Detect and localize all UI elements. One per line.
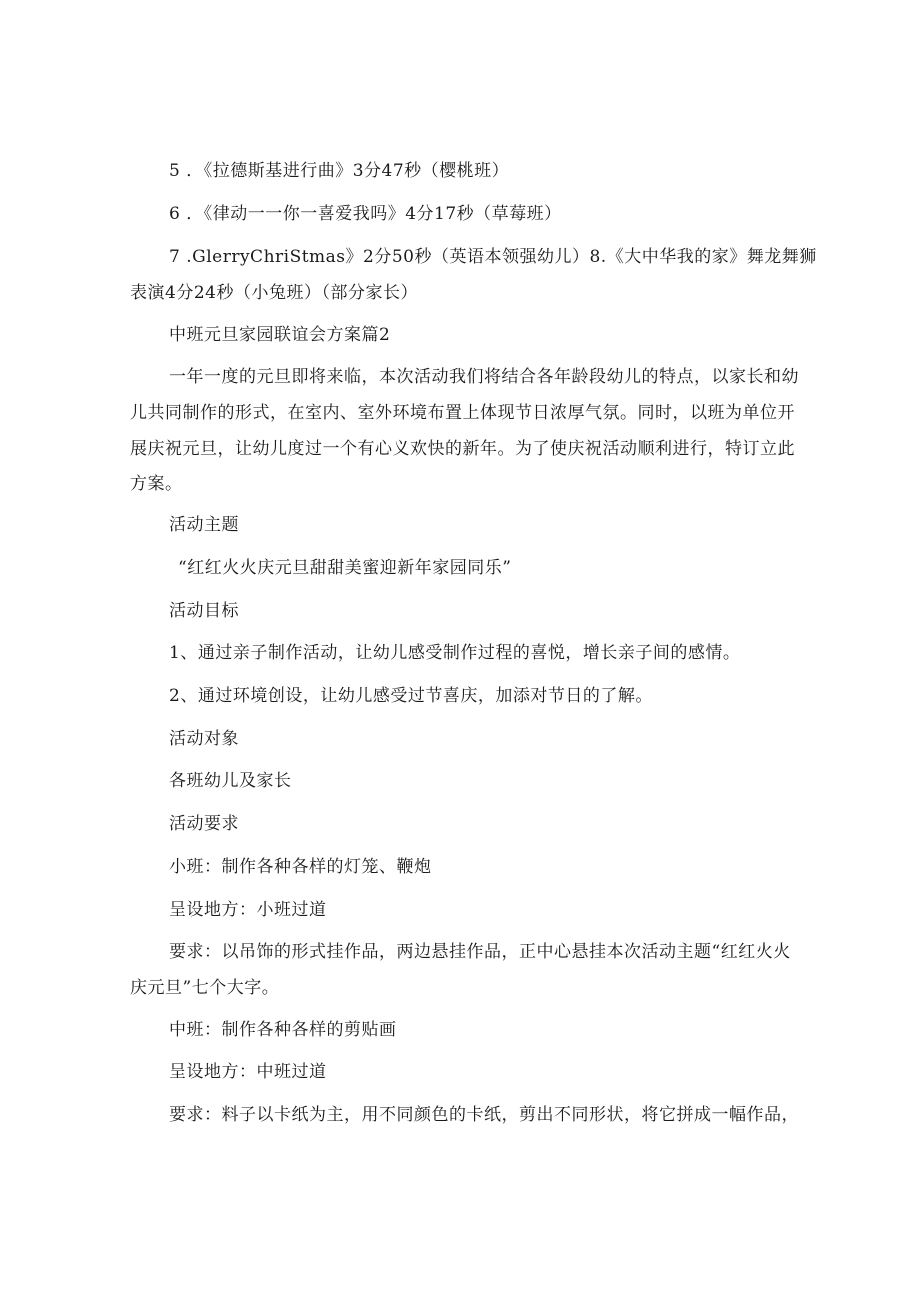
intro-line-1: 一年一度的元旦即将来临，本次活动我们将结合各年龄段幼儿的特点，以家长和幼 <box>169 367 799 387</box>
target-text: 各班幼儿及家长 <box>169 771 292 791</box>
intro-line-4: 方案。 <box>130 474 183 494</box>
small-class-requirement-line-2: 庆元旦”七个大字。 <box>130 978 280 998</box>
middle-class-task: 中班：制作各种各样的剪贴画 <box>169 1020 397 1040</box>
program-item-5: 5 ．《拉德斯基进行曲》3分47秒（樱桃班） <box>169 161 510 181</box>
middle-class-place: 呈设地方：中班过道 <box>169 1062 327 1082</box>
program-item-8-continued: 表演4分24秒（小兔班）（部分家长） <box>130 283 418 303</box>
goal-1: 1、通过亲子制作活动，让幼儿感受制作过程的喜悦，增长亲子间的感情。 <box>169 643 741 663</box>
intro-line-3: 展庆祝元旦，让幼儿度过一个有心义欢快的新年。为了使庆祝活动顺利进行，特订立此 <box>130 439 795 459</box>
intro-line-2: 儿共同制作的形式，在室内、室外环境布置上体现节日浓厚气氛。同时，以班为单位开 <box>130 403 795 423</box>
goals-heading: 活动目标 <box>169 601 239 621</box>
middle-class-requirement-line-1: 要求：料子以卡纸为主，用不同颜色的卡纸，剪出不同形状，将它拼成一幅作品， <box>169 1105 799 1125</box>
section-title: 中班元旦家园联谊会方案篇2 <box>169 325 391 345</box>
target-heading: 活动对象 <box>169 729 239 749</box>
program-item-6: 6 ．《律动一一你一喜爱我吗》4分17秒（草莓班） <box>169 204 562 224</box>
program-item-7-8: 7 .GlerryChriStmas》2分50秒（英语本领强幼儿）8.《大中华我的家》舞龙舞狮 <box>169 247 817 267</box>
theme-heading: 活动主题 <box>169 515 239 535</box>
small-class-task: 小班：制作各种各样的灯笼、鞭炮 <box>169 857 432 877</box>
theme-text: “红红火火庆元旦甜甜美蜜迎新年家园同乐” <box>178 558 512 578</box>
small-class-place: 呈设地方：小班过道 <box>169 900 327 920</box>
goal-2: 2、通过环境创设，让幼儿感受过节喜庆，加添对节日的了解。 <box>169 686 653 706</box>
small-class-requirement-line-1: 要求：以吊饰的形式挂作品，两边悬挂作品，正中心悬挂本次活动主题“红红火火 <box>169 942 791 962</box>
requirements-heading: 活动要求 <box>169 814 239 834</box>
